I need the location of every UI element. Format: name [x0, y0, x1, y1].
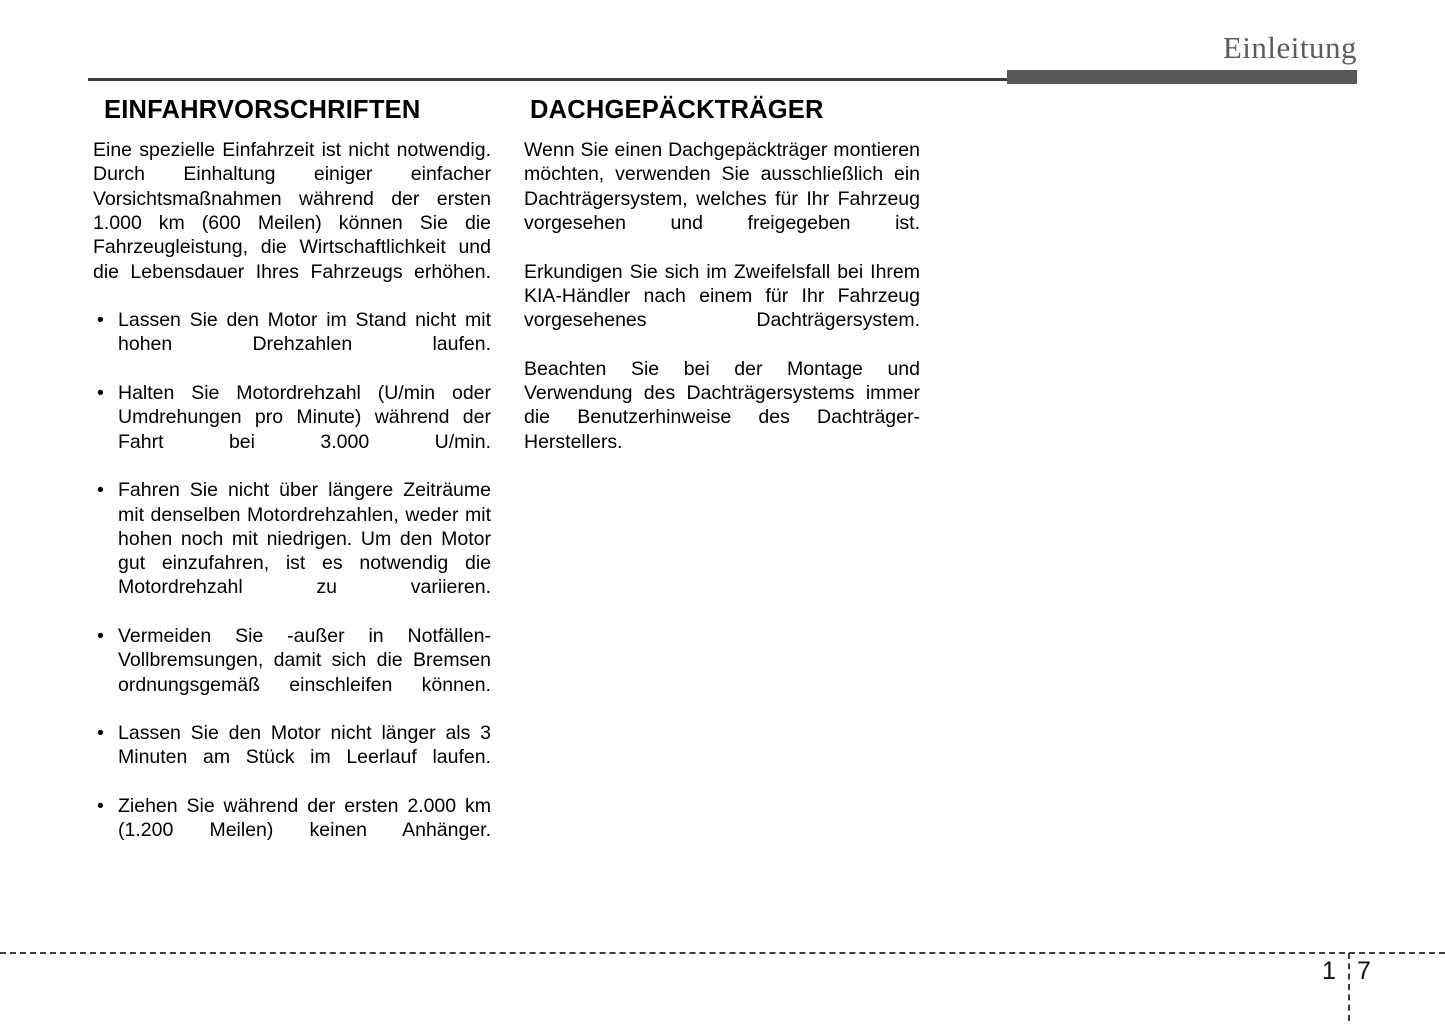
list-item: [93, 794, 491, 867]
list-item-text: • Fahren Sie nicht über längere Zeiträume mit denselben Motordrehzahlen, weder mit hohen noch mit niedrigen. Um den Motor gut einzufahren, ist es notwendig die Motordrehzahl zu variieren.: [118, 479, 491, 599]
list-item-text: • Lassen Sie den Motor nicht länger als 3 Minuten am Stück im Leerlauf laufen.: [118, 722, 491, 769]
section-heading-dachgepaecktraeger: DACHGEPÄCKTRÄGER: [530, 96, 824, 124]
list-item: [93, 478, 491, 624]
list-item: [93, 381, 491, 478]
header-rule-block: [1007, 70, 1357, 84]
list-item: [93, 721, 491, 794]
bullet-list-einfahrvorschriften: [93, 308, 491, 867]
list-item-text: • Halten Sie Motordrehzahl (U/min oder Umdrehungen pro Minute) während der Fahrt bei 3.000 U/min.: [118, 382, 491, 453]
column-left: [93, 96, 491, 867]
list-item-text: • Vermeiden Sie -außer in Notfällen- Vollbremsungen, damit sich die Bremsen ordnungsgemäß einschleifen können.: [118, 624, 491, 696]
section-heading-einfahrvorschriften: EINFAHRVORSCHRIFTEN: [104, 96, 421, 124]
footer-divider-vertical: [1348, 953, 1350, 1021]
paragraph-dachgepaecktraeger-3: Beachten Sie bei der Montage und Verwendung des Dachträgersystems immer die Benutzerhinweise des Dachträger-Herstellers.: [524, 357, 920, 453]
list-item-text: • Ziehen Sie während der ersten 2.000 km (1.200 Meilen) keinen Anhänger.: [118, 795, 491, 842]
header-rule-thin: [88, 78, 1008, 81]
page-header: [0, 0, 1445, 92]
footer-chapter-number: 1: [1322, 957, 1336, 985]
list-item: [93, 308, 491, 381]
paragraph-einfahrvorschriften-intro: Eine spezielle Einfahrzeit ist nicht notwendig. Durch Einhaltung einiger einfacher Vorsichtsmaßnahmen während der ersten 1.000 km (600 Meilen) können Sie die Fahrzeugleistung, die Wirtschaftlichkeit und die Lebensdauer Ihres Fahrzeugs erhöhen.: [93, 139, 491, 283]
paragraph-dachgepaecktraeger-1: Wenn Sie einen Dachgepäckträger montieren möchten, verwenden Sie ausschließlich ein Dachträgersystem, welches für Ihr Fahrzeug vorgesehen und freigegeben ist.: [524, 139, 920, 234]
list-item: [93, 624, 491, 721]
page-header-title: Einleitung: [1222, 30, 1357, 65]
paragraph-dachgepaecktraeger-2: Erkundigen Sie sich im Zweifelsfall bei Ihrem KIA-Händler nach einem für Ihr Fahrzeug vorgesehenes Dachträgersystem.: [524, 260, 920, 332]
footer-divider-horizontal: [0, 952, 1445, 954]
footer-page-number: 7: [1357, 957, 1371, 985]
column-right: [524, 96, 920, 478]
list-item-text: • Lassen Sie den Motor im Stand nicht mit hohen Drehzahlen laufen.: [118, 309, 491, 356]
